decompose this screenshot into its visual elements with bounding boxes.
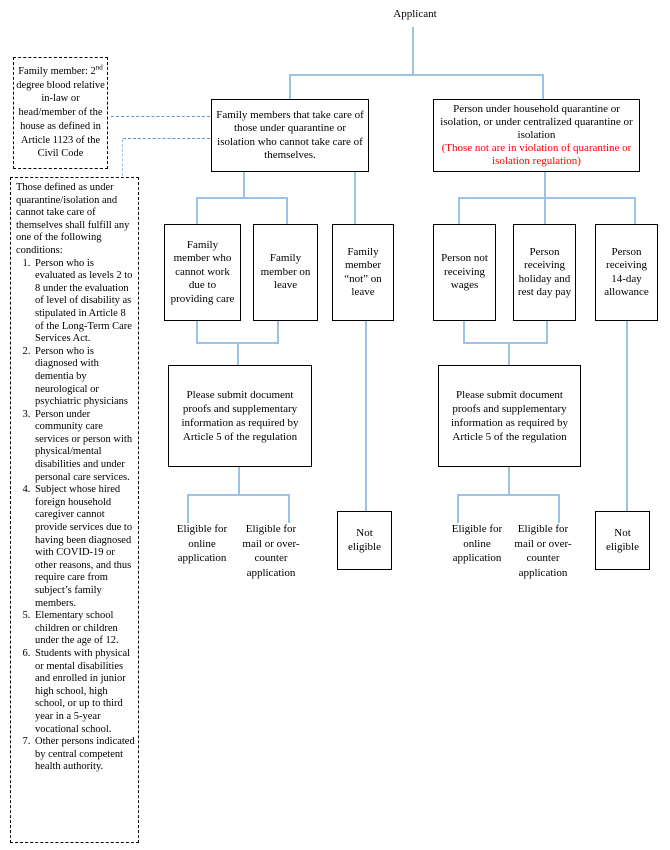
connector-right-merge bbox=[463, 342, 548, 344]
submit-requirements-right-box: Please submit document proofs and supplementary information as required by Article 5 of the regulation bbox=[438, 365, 581, 467]
conditions-intro: Those defined as under quarantine/isolation and cannot take care of themselves shall fulfill any one of the following conditions: bbox=[16, 182, 130, 256]
connector-child5-down bbox=[546, 321, 548, 343]
connector-child1-down bbox=[196, 321, 198, 343]
branch-right-title: Person under household quarantine or isolation, or under centralized quarantine or isolation bbox=[440, 103, 633, 141]
condition-item: 2. Person who is diagnosed with dementia by neurological or psychiatric physicians bbox=[33, 346, 136, 409]
note-family-member-text: Family member: 2 bbox=[18, 65, 96, 77]
connector-to-child2 bbox=[286, 197, 288, 224]
box-person-no-wages: Person not receiving wages bbox=[433, 224, 496, 321]
outcome-online-left: Eligible for online application bbox=[176, 523, 228, 564]
not-eligible-left-box: Not eligible bbox=[337, 511, 392, 570]
connector-child2-down bbox=[277, 321, 279, 343]
connector-submit-right-down bbox=[508, 467, 510, 495]
branch-left-title: Family members that take care of those under quarantine or isolation who cannot take care of themselves. bbox=[216, 108, 364, 161]
submit-requirements-left-box: Please submit document proofs and supplementary information as required by Article 5 of the regulation bbox=[168, 365, 312, 467]
box-family-cannot-work: Family member who cannot work due to providing care bbox=[164, 224, 241, 321]
connector-right-bracket bbox=[458, 197, 636, 199]
box-family-not-on-leave: Family member “not” on leave bbox=[332, 224, 394, 321]
outcome-online-right: Eligible for online application bbox=[451, 523, 503, 564]
connector-outcome-right-mail bbox=[558, 494, 560, 523]
connector-applicant-down bbox=[412, 27, 414, 75]
connector-right-merge-down bbox=[508, 342, 510, 365]
branch-right-red-note: (Those not are in violation of quarantine or isolation regulation) bbox=[441, 142, 632, 167]
box-family-on-leave: Family member on leave bbox=[253, 224, 318, 321]
connector-submit-left-down bbox=[238, 467, 240, 495]
box-person-14day-allowance: Person receiving 14-day allowance bbox=[595, 224, 658, 321]
condition-item: 5. Elementary school children or children under the age of 12. bbox=[33, 610, 136, 648]
connector-outcome-right-online bbox=[457, 494, 459, 523]
connector-outcome-right-bracket bbox=[457, 494, 560, 496]
conditions-list bbox=[11, 258, 136, 774]
note-eligibility-conditions bbox=[10, 177, 139, 843]
box-person-holiday-pay: Person receiving holiday and rest day pay bbox=[513, 224, 576, 321]
condition-item: 4. Subject whose hired foreign household caregiver cannot provide services due to having been diagnosed with COVID-19 or other reasons, and thus require care from subject’s family members. bbox=[33, 484, 136, 610]
connector-left-merge-down bbox=[237, 342, 239, 365]
ordinal-superscript: nd bbox=[95, 63, 103, 72]
connector-top-horizontal bbox=[289, 74, 543, 76]
connector-to-child6 bbox=[634, 197, 636, 224]
connector-note1-dashed bbox=[111, 116, 210, 117]
connector-to-right-branch bbox=[542, 74, 544, 100]
connector-child6-noteligible bbox=[626, 321, 628, 511]
connector-to-left-branch bbox=[289, 74, 291, 101]
connector-outcome-left-bracket bbox=[187, 494, 290, 496]
condition-item: 7. Other persons indicated by central competent health authority. bbox=[33, 736, 136, 774]
applicant-label: Applicant bbox=[393, 8, 437, 20]
connector-left-bracket bbox=[196, 197, 288, 199]
connector-to-child1 bbox=[196, 197, 198, 224]
branch-left-box bbox=[211, 99, 369, 172]
connector-outcome-left-mail bbox=[288, 494, 290, 523]
outcome-mail-left: Eligible for mail or over-counter application bbox=[242, 523, 300, 579]
condition-item: 1. Person who is evaluated as levels 2 to 8 under the evaluation of level of disability as stipulated in Article 8 of the Long-Term Care Services Act. bbox=[33, 258, 136, 346]
connector-child3-noteligible bbox=[365, 321, 367, 511]
connector-note2-dashed-vertical bbox=[122, 139, 123, 176]
note-family-member-definition: Family member: 2nd degree blood relative in-law or head/member of the house as defined in Article 1123 of the Civil Code bbox=[13, 57, 108, 169]
condition-item: 3. Person under community care services or person with physical/mental disabilities and under personal care services. bbox=[33, 409, 136, 485]
connector-to-child3 bbox=[354, 172, 356, 224]
outcome-mail-right: Eligible for mail or over-counter application bbox=[514, 523, 572, 579]
connector-outcome-left-online bbox=[187, 494, 189, 523]
condition-item: 6. Students with physical or mental disabilities and enrolled in junior high school, high school, or up to third year in a 5-year vocational school. bbox=[33, 648, 136, 736]
connector-left-source bbox=[243, 172, 245, 198]
not-eligible-right-box: Not eligible bbox=[595, 511, 650, 570]
connector-child4-down bbox=[463, 321, 465, 343]
connector-to-child4 bbox=[458, 197, 460, 224]
connector-note2-dashed-horizontal bbox=[123, 138, 210, 139]
branch-right-box bbox=[433, 99, 640, 172]
